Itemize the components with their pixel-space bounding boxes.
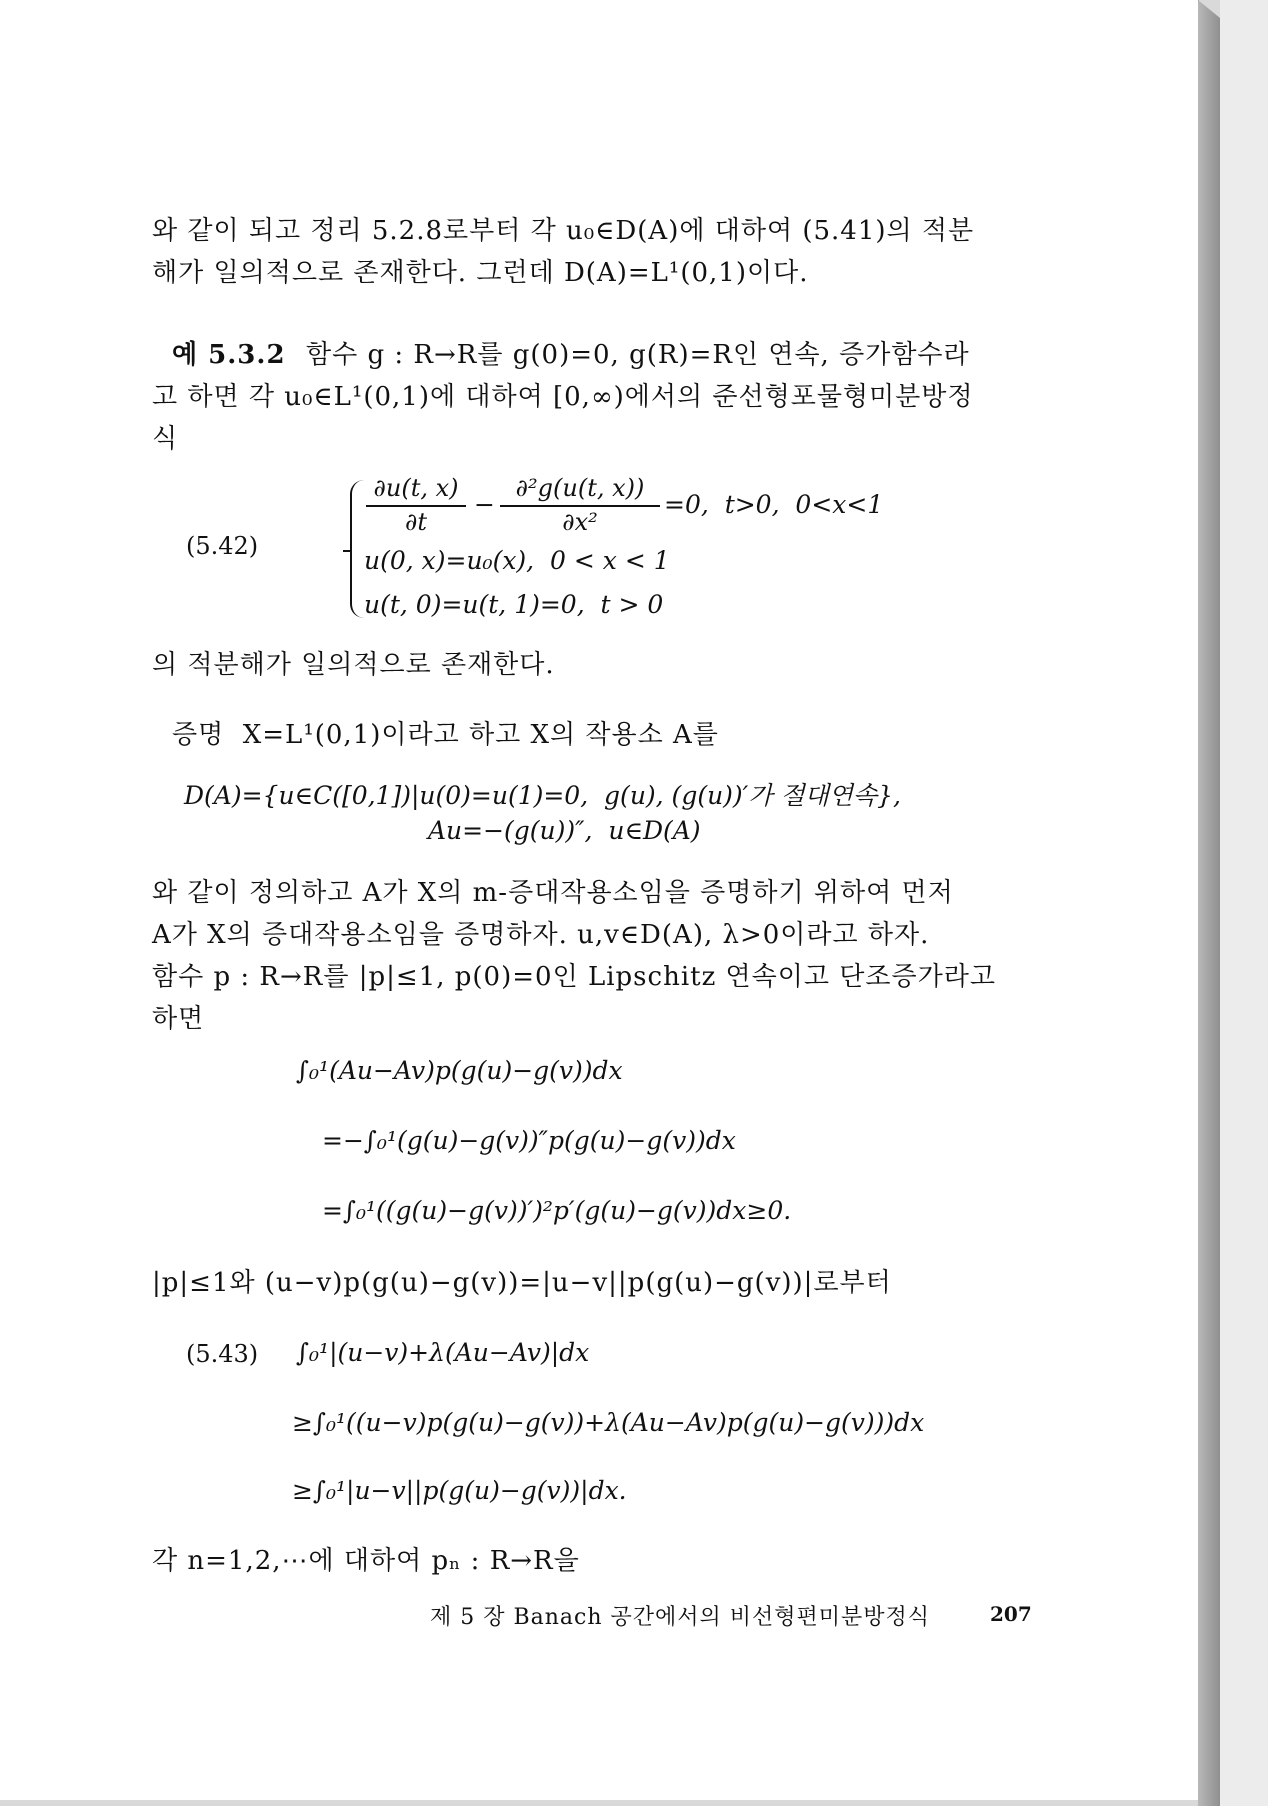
text-line-1: 와 같이 되고 정리 5.2.8로부터 각 u₀∈D(A)에 대하여 (5.41)의 적분 bbox=[152, 216, 975, 246]
text-line-7: 와 같이 정의하고 A가 X의 m-증대작용소임을 증명하기 위하여 먼저 bbox=[152, 878, 954, 908]
text-line-6: 의 적분해가 일의적으로 존재한다. bbox=[152, 650, 555, 680]
integral-line-1: ∫₀¹(Au−Av)p(g(u)−g(v))dx bbox=[296, 1056, 623, 1085]
text-line-9: 함수 p : R→R를 |p|≤1, p(0)=0인 Lipschitz 연속이고 단조증가라고 bbox=[152, 962, 996, 992]
inequality-line-1: ∫₀¹|(u−v)+λ(Au−Av)|dx bbox=[296, 1338, 590, 1367]
frac-bar-2 bbox=[500, 505, 660, 507]
frac-bar-1 bbox=[366, 505, 466, 507]
example-heading: 예 5.3.2 bbox=[172, 340, 286, 370]
text-line-4: 고 하면 각 u₀∈L¹(0,1)에 대하여 [0,∞)에서의 준선형포물형미분방정 bbox=[152, 382, 974, 412]
frac-denominator-1: ∂t bbox=[404, 508, 428, 536]
frac-numerator-1: ∂u(t, x) bbox=[373, 474, 459, 502]
text-line-5: 식 bbox=[152, 424, 179, 454]
system-line-1-rest: =0, t>0, 0<x<1 bbox=[664, 490, 884, 519]
integral-line-3: =∫₀¹((g(u)−g(v))′)²p′(g(u)−g(v))dx≥0. bbox=[322, 1196, 792, 1225]
operator-definition: Au=−(g(u))″, u∈D(A) bbox=[428, 816, 701, 845]
frac-denominator-2: ∂x² bbox=[562, 508, 598, 536]
text-line-12: 각 n=1,2,⋯에 대하여 pₙ : R→R을 bbox=[152, 1546, 580, 1576]
inequality-line-3: ≥∫₀¹|u−v||p(g(u)−g(v))|dx. bbox=[292, 1476, 627, 1505]
domain-definition: D(A)={u∈C([0,1])|u(0)=u(1)=0, g(u), (g(u))′가 절대연속}, bbox=[184, 781, 901, 810]
text-line-3: 함수 g : R→R를 g(0)=0, g(R)=R인 연속, 증가함수라 bbox=[306, 340, 970, 370]
proof-line: 증명 X=L¹(0,1)이라고 하고 X의 작용소 A를 bbox=[172, 720, 719, 750]
equation-number-5-43: (5.43) bbox=[186, 1340, 259, 1368]
page-number: 207 bbox=[990, 1602, 1032, 1626]
page-stack-edge bbox=[1198, 0, 1220, 1806]
frac-numerator-2: ∂²g(u(t, x)) bbox=[515, 474, 645, 502]
text-line-8: A가 X의 증대작용소임을 증명하자. u,v∈D(A), λ>0이라고 하자. bbox=[152, 920, 930, 950]
system-line-3: u(t, 0)=u(t, 1)=0, t > 0 bbox=[364, 590, 664, 619]
text-line-2: 해가 일의적으로 존재한다. 그런데 D(A)=L¹(0,1)이다. bbox=[152, 258, 809, 288]
inequality-line-2: ≥∫₀¹((u−v)p(g(u)−g(v))+λ(Au−Av)p(g(u)−g(v)))dx bbox=[292, 1408, 925, 1437]
minus-sign: − bbox=[474, 490, 495, 519]
chapter-footer: 제 5 장 Banach 공간에서의 비선형편미분방정식 bbox=[430, 1605, 931, 1630]
integral-line-2: =−∫₀¹(g(u)−g(v))″p(g(u)−g(v))dx bbox=[322, 1126, 736, 1155]
equation-number-5-42: (5.42) bbox=[186, 532, 259, 560]
text-line-10: 하면 bbox=[152, 1004, 205, 1034]
backdrop bbox=[1220, 0, 1268, 1806]
system-line-2: u(0, x)=u₀(x), 0 < x < 1 bbox=[364, 546, 670, 575]
text-line-11: |p|≤1와 (u−v)p(g(u)−g(v))=|u−v||p(g(u)−g(v))|로부터 bbox=[152, 1268, 892, 1298]
